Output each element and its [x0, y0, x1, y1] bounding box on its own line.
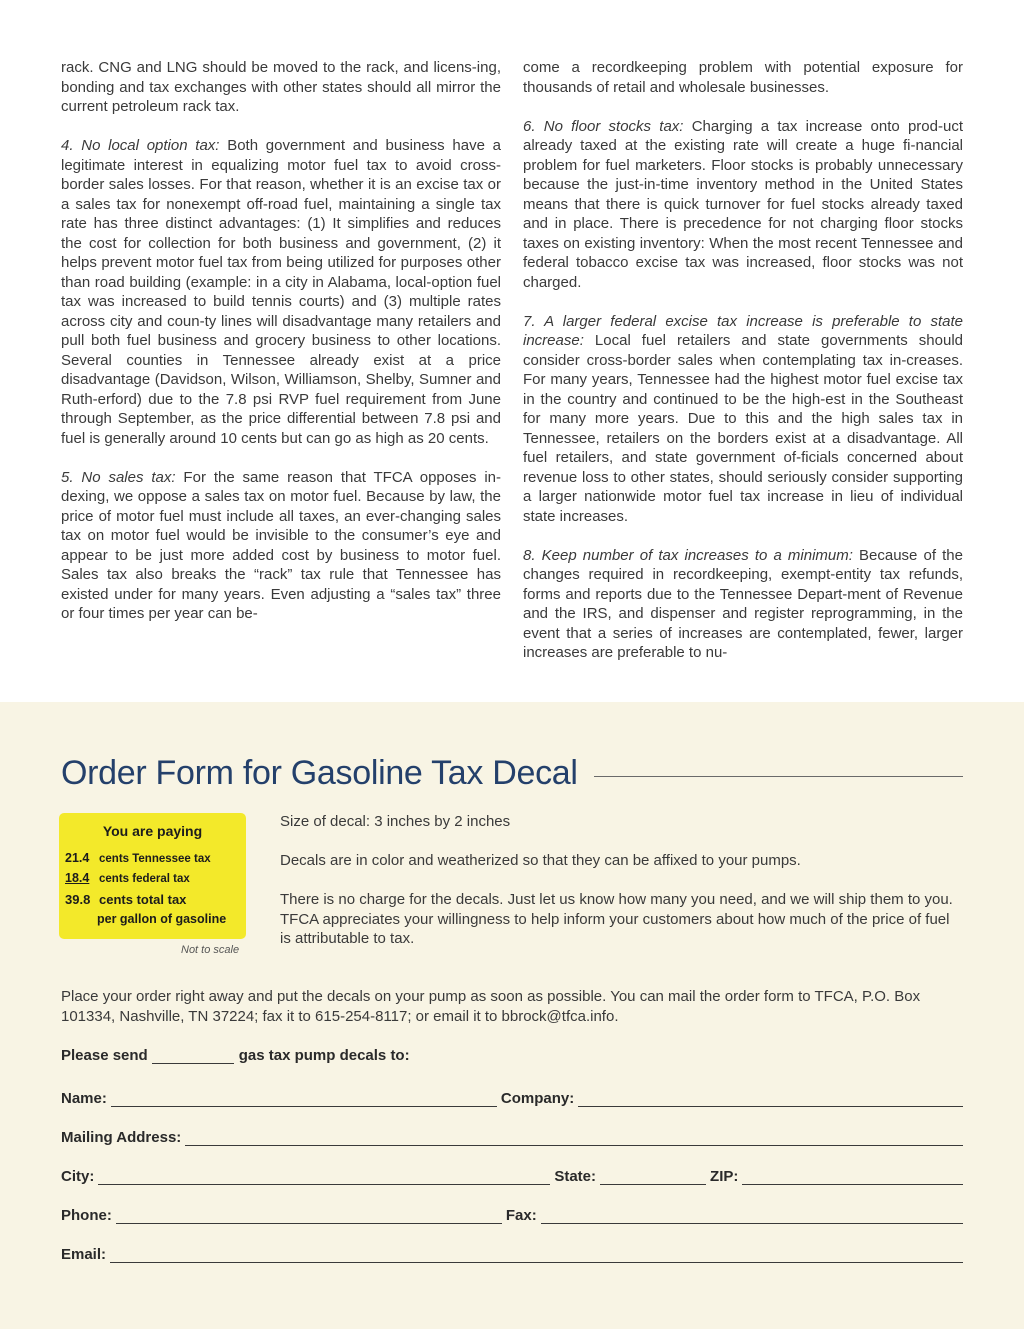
decals-to-label: gas tax pump decals to:	[238, 1047, 410, 1064]
paragraph-text: rack. CNG and LNG should be moved to the rack, and licens-ing, bonding and tax exchanges with other states should all mirror the current petroleum rack tax.	[61, 59, 501, 115]
paragraph	[523, 117, 963, 293]
email-label: Email:	[61, 1246, 107, 1263]
paragraph-text: For the same reason that TFCA opposes in-dexing, we oppose a sales tax on motor fuel. Because by law, the price of motor fuel must include all taxes, an ever-changing sales tax on motor fuel would be invisible to the consumer’s eye and appear to be just more added cost by business to motor fuel. Sales tax also breaks the “rack” tax rule that Tennessee has existed under for many years. Even adjusting a “sales tax” three or four times per year can be-	[61, 468, 501, 622]
right-column	[523, 58, 963, 682]
decal-size-text: Size of decal: 3 inches by 2 inches	[280, 813, 511, 830]
paragraph	[523, 546, 963, 663]
mailing-address-field[interactable]	[185, 1131, 963, 1146]
decal-sample	[59, 813, 246, 939]
decal-total-amount: 39.8	[65, 892, 91, 907]
zip-label: ZIP:	[710, 1168, 739, 1185]
city-state-zip-row	[61, 1165, 963, 1185]
paragraph-text: Charging a tax increase onto prod-uct already taxed at the existing rate will create a huge fi-nancial problem for fuel marketers. Floor stocks is probably unnecessary because the just-in-time inventory method in the United States means that there is quick turnover for fuel stocks already taxed and in place. There is precedence for not charging floor stocks taxes on existing inventory: When the most recent Tennessee and federal tobacco excise tax was increased, floor stocks was not charged.	[523, 117, 963, 291]
decal-federal-amount: 18.4	[65, 871, 90, 885]
email-field[interactable]	[110, 1248, 963, 1263]
paragraph-lead: 4. No local option tax:	[61, 137, 220, 154]
fax-label: Fax:	[505, 1207, 537, 1224]
paragraph-text: come a recordkeeping problem with potential exposure for thousands of retail and wholesale businesses.	[523, 59, 963, 96]
state-label: State:	[554, 1168, 597, 1185]
decal-info	[280, 812, 960, 968]
phone-label: Phone:	[61, 1207, 112, 1224]
city-label: City:	[61, 1168, 95, 1185]
left-column	[61, 58, 501, 682]
decal-line-total	[65, 892, 186, 907]
company-label: Company:	[500, 1090, 575, 1107]
mailing-address-label: Mailing Address:	[61, 1129, 182, 1146]
paragraph-lead: 8. Keep number of tax increases to a minimum:	[523, 546, 853, 564]
scale-note: Not to scale	[181, 944, 240, 956]
company-field[interactable]	[578, 1092, 963, 1107]
decal-federal-label: cents federal tax	[99, 873, 190, 885]
order-form-header	[61, 754, 963, 793]
paragraph	[61, 136, 501, 448]
name-label: Name:	[61, 1090, 107, 1107]
city-field[interactable]	[98, 1170, 550, 1185]
decal-state-amount: 21.4	[65, 851, 90, 865]
paragraph-lead: 5. No sales tax:	[61, 468, 176, 486]
decal-per-gallon: per gallon of gasoline	[97, 912, 227, 926]
paragraph-lead: 7. A larger federal excise tax increase is preferable to state increase:	[523, 312, 963, 349]
decal-line-state	[65, 851, 211, 865]
quantity-field[interactable]	[152, 1049, 234, 1064]
paragraph	[61, 468, 501, 624]
address-row	[61, 1126, 963, 1146]
paragraph	[523, 58, 963, 97]
title-divider	[594, 776, 963, 777]
quantity-row	[61, 1044, 963, 1064]
fax-field[interactable]	[541, 1209, 963, 1224]
article-columns	[61, 58, 963, 682]
decal-total-label: cents total tax	[99, 892, 187, 907]
paragraph	[523, 312, 963, 527]
paragraph-lead: 6. No floor stocks tax:	[523, 117, 684, 135]
decal-heading: You are paying	[102, 823, 203, 839]
paragraph-text: Local fuel retailers and state governments should consider cross-border sales when contemplating tax in-creases. For many years, Tennessee had the highest motor fuel excise tax in the country and continued to be the high-est in the Southeast for many more years. Due to this and the high sales tax in Tennessee, retailers on the borders exist at a disadvantage. All fuel retailers, and state government of-ficials concerned about revenue loss to other states, should seriously consider supporting a larger nationwide motor fuel tax increase in lieu of individual state increases.	[523, 332, 963, 525]
order-form-panel	[0, 702, 1024, 1329]
paragraph-text: Because of the changes required in recordkeeping, exempt-entity tax refunds, forms and reports due to the Tennessee Depart-ment of Revenue and the IRS, and dispenser and register reprogramming, in the event that a series of increases are contemplated, fewer, larger increases are preferable to nu-	[523, 546, 963, 661]
name-company-row	[61, 1087, 963, 1107]
decal-line-federal	[65, 871, 190, 885]
paragraph-text: Both government and business have a legitimate interest in equalizing motor fuel tax to avoid cross-border sales losses. For that reason, whether it is an excise tax or a sales tax for nonexempt off-road fuel, maintaining a single tax rate has three distinct advantages: (1) It simplifies and reduces the cost for collection for both business and government, (2) it helps prevent motor fuel tax from being utilized for purposes other than road building (example: in a city in Alabama, local-option fuel tax was increased to build tennis courts) and (3) multiple rates across city and coun-ty lines will disadvantage many retailers and pull both fuel business and grocery business to other locations. Several counties in Tennessee already exist at a price disadvantage (Davidson, Wilson, Williamson, Shelby, Sumner and Ruth-erford) due to the 7.8 psi RVP fuel requirement from June through September, as the price differential between 7.8 psi and fuel is generally around 10 cents but can go as high as 20 cents.	[61, 137, 501, 447]
please-send-label: Please send	[61, 1047, 148, 1064]
zip-field[interactable]	[742, 1170, 963, 1185]
state-field[interactable]	[600, 1170, 706, 1185]
order-instructions: Place your order right away and put the decals on your pump as soon as possible. You can mail the order form to TFCA, P.O. Box 101334, Nashville, TN 37224; fax it to 615-254-8117; or email it to bbrock@tfca.info.	[61, 988, 921, 1025]
phone-field[interactable]	[116, 1209, 502, 1224]
order-form-title: Order Form for Gasoline Tax Decal	[61, 754, 578, 792]
paragraph	[61, 58, 501, 117]
decal-weather-text: Decals are in color and weatherized so that they can be affixed to your pumps.	[280, 852, 801, 869]
decal-charge-text: There is no charge for the decals. Just let us know how many you need, and we will ship them to you. TFCA appreciates your willingness to help inform your customers about how much of the price of fuel is attributable to tax.	[280, 891, 953, 947]
phone-fax-row	[61, 1204, 963, 1224]
name-field[interactable]	[111, 1092, 497, 1107]
decal-state-label: cents Tennessee tax	[99, 853, 211, 865]
email-row	[61, 1243, 963, 1263]
